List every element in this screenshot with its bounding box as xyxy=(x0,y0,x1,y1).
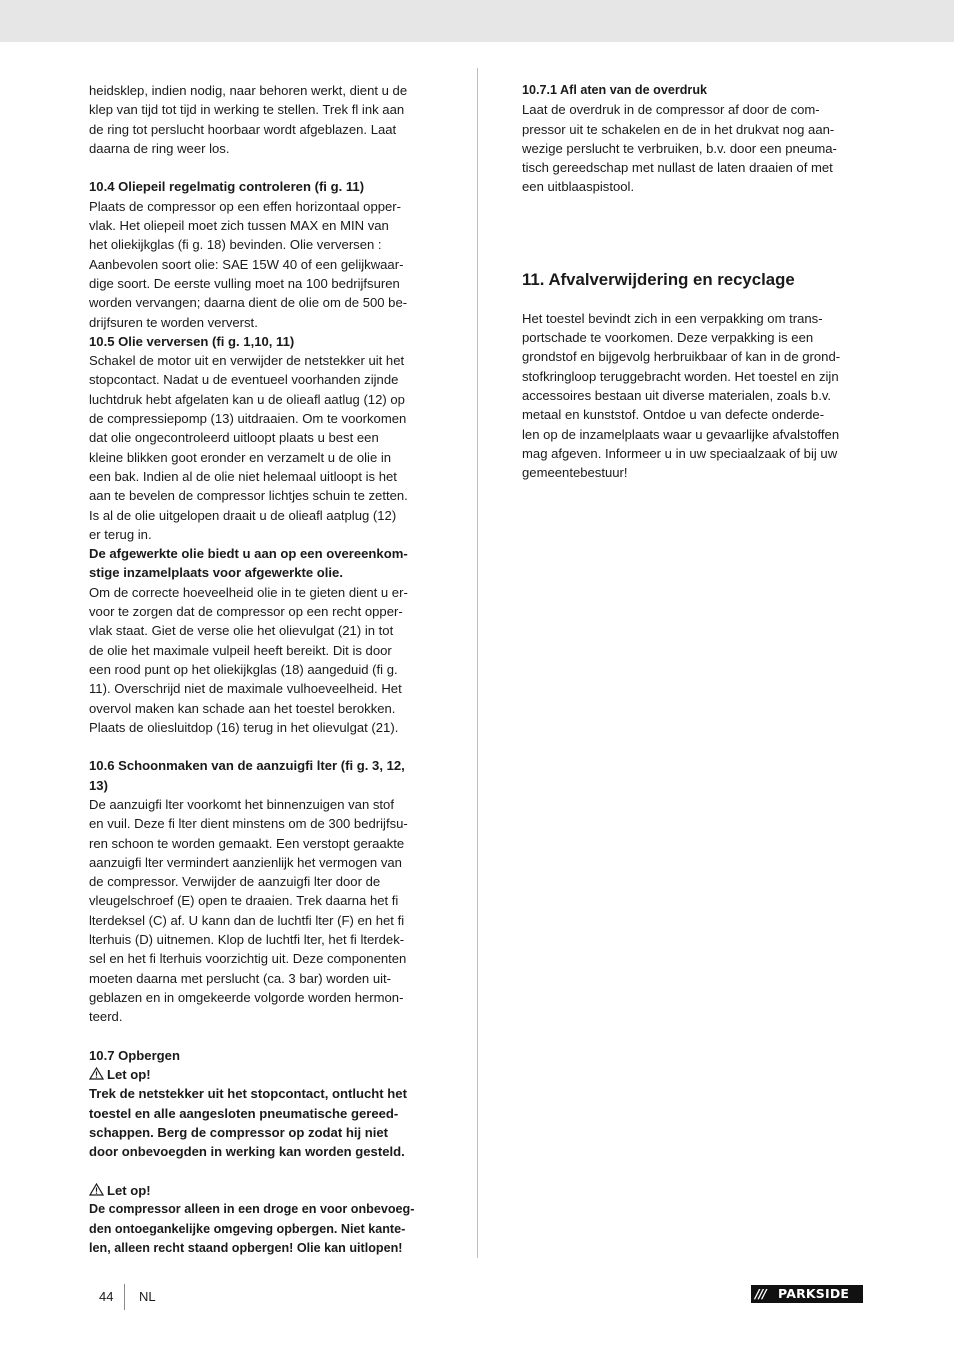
text-line: aanzuigfi lter vermindert aanzienlijk het vermogen van xyxy=(89,854,402,870)
parkside-logo xyxy=(751,1285,863,1303)
text-line: het oliekijkglas (fi g. 18) bevinden. Olie verversen : xyxy=(89,237,382,253)
warning-1-text xyxy=(89,1084,435,1161)
text-line: vlak. Het oliepeil moet zich tussen MAX en MIN van xyxy=(89,218,389,234)
language-code: NL xyxy=(139,1289,156,1304)
text-line: wezige perslucht te verbruiken, b.v. door een pneuma- xyxy=(522,140,837,156)
warning-triangle-icon xyxy=(89,1183,104,1196)
text-line: de ring tot perslucht hoorbaar wordt afgeblazen. Laat xyxy=(89,121,397,137)
text-line: worden vervangen; daarna dient de olie om de 500 be- xyxy=(89,295,408,311)
text-line: teerd. xyxy=(89,1009,123,1025)
text-line: sel en het fi lterhuis voorzichtig uit. Deze componenten xyxy=(89,951,407,967)
text-line: portschade te voorkomen. Deze verpakking is een xyxy=(522,330,814,346)
text-line: stofkringloop teruggebracht worden. Het toestel en zijn xyxy=(522,368,839,384)
text-line: luchtdruk hebt afgelaten kan u de olieafl aatlug (12) op xyxy=(89,391,405,407)
text-line: len op de inzamelplaats waar u gevaarlijke afvalstoffen xyxy=(522,426,840,442)
left-column xyxy=(89,81,435,1258)
text-line: grondstof en bijgevolg herbruikbaar of kan in de grond- xyxy=(522,349,841,365)
text-line: len, alleen recht staand opbergen! Olie kan uitlopen! xyxy=(89,1240,403,1255)
text-line: daarna de ring weer los. xyxy=(89,140,230,156)
text-line: pressor uit te schakelen en de in het drukvat nog aan- xyxy=(522,121,835,137)
text-line: overvol maken kan schade aan het toestel berokken. xyxy=(89,700,396,716)
text-line: door onbevoegden in werking kan worden gesteld. xyxy=(89,1144,405,1160)
text-line: lterdeksel (C) af. U kann dan de luchtfi lter (F) en het fi xyxy=(89,912,405,928)
text-line: en vuil. Deze fi lter dient minstens om de 300 bedrijfsu- xyxy=(89,816,408,832)
text-line: Schakel de motor uit en verwijder de netstekker uit het xyxy=(89,353,405,369)
warning-2-label xyxy=(89,1181,435,1200)
text-line: geblazen en in omgekeerde volgorde worden hermon- xyxy=(89,989,404,1005)
text-line: den ontoegankelijke omgeving opbergen. Niet kante- xyxy=(89,1221,406,1236)
text-line: metaal en kunststof. Ontdoe u van defecte onderde- xyxy=(522,407,825,423)
paragraph-10-5-a xyxy=(89,351,435,544)
text-line: 10.6 Schoonmaken van de aanzuigfi lter (fi g. 3, 12, xyxy=(89,758,405,774)
text-line: tisch gereedschap met nullast de laten draaien of met xyxy=(522,160,833,176)
paragraph-10-7-1 xyxy=(522,100,868,196)
intro-paragraph xyxy=(89,81,435,158)
heading-10-7: 10.7 Opbergen xyxy=(89,1047,180,1063)
heading-10-5: 10.5 Olie verversen (fi g. 1,10, 11) xyxy=(89,333,295,349)
text-line: Om de correcte hoeveelheid olie in te gieten dient u er- xyxy=(89,584,408,600)
text-line: drijfsuren te worden ververst. xyxy=(89,314,258,330)
warning-2-text xyxy=(89,1200,435,1258)
text-line: de olie het maximale vulpeil heeft bereikt. Dit is door xyxy=(89,642,392,658)
text-line: mag afgeven. Informeer u in uw speciaalzaak of bij uw xyxy=(522,445,838,461)
text-line: Het toestel bevindt zich in een verpakking om trans- xyxy=(522,310,823,326)
text-line: toestel en alle aangesloten pneumatische gereed- xyxy=(89,1105,399,1121)
text-line: Laat de overdruk in de compressor af door de com- xyxy=(522,102,820,118)
text-line: accessoires bestaan uit diverse materialen, zoals b.v. xyxy=(522,387,832,403)
heading-11: 11. Afvalverwijdering en recyclage xyxy=(522,269,795,289)
right-column xyxy=(522,81,868,482)
logo-text: PARKSIDE xyxy=(778,1286,850,1301)
page-number: 44 xyxy=(99,1289,114,1304)
text-line: De compressor alleen in een droge en voor onbevoeg- xyxy=(89,1202,415,1217)
warning-1-text-label: Let op! xyxy=(107,1067,151,1083)
text-line: er terug in. xyxy=(89,526,152,542)
text-line: heidsklep, indien nodig, naar behoren werkt, dient u de xyxy=(89,83,408,98)
warning-1-label xyxy=(89,1065,435,1084)
text-line: aan te bevelen de compressor lichtjes schuin te zetten. xyxy=(89,488,408,504)
heading-10-7-1: 10.7.1 Afl aten van de overdruk xyxy=(522,83,708,97)
text-line: 13) xyxy=(89,777,108,793)
text-line: stopcontact. Nadat u de eventueel voorhanden zijnde xyxy=(89,372,399,388)
text-line: de compressiepomp (13) uitdraaien. Om te voorkomen xyxy=(89,411,407,427)
text-line: dat olie ongecontroleerd uitloopt plaats u best een xyxy=(89,430,379,446)
paragraph-11 xyxy=(522,309,868,483)
text-line: De afgewerkte olie biedt u aan op een overeenkom- xyxy=(89,546,408,562)
text-line: Aanbevolen soort olie: SAE 15W 40 of een gelijkwaar- xyxy=(89,256,404,272)
warning-triangle-icon xyxy=(89,1067,104,1080)
top-band xyxy=(0,0,954,42)
text-line: 11). Overschrijd niet de maximale vulhoeveelheid. Het xyxy=(89,681,402,697)
heading-10-4: 10.4 Oliepeil regelmatig controleren (fi g. 11) xyxy=(89,179,365,195)
text-line: een bak. Indien al de olie niet helemaal uitloopt is het xyxy=(89,468,397,484)
paragraph-10-4 xyxy=(89,197,435,332)
text-line: kleine blikken goot eronder en verzamelt u de olie in xyxy=(89,449,392,465)
logo-slashes: /// xyxy=(755,1286,766,1301)
text-line: lterhuis (D) uitnemen. Klop de luchtfi lter, het fi lterdek- xyxy=(89,932,405,948)
text-line: stige inzamelplaats voor afgewerkte olie. xyxy=(89,565,343,581)
text-line: De aanzuigfi lter voorkomt het binnenzuigen van stof xyxy=(89,796,394,812)
heading-10-6 xyxy=(89,756,435,795)
text-line: een uitblaaspistool. xyxy=(522,179,635,195)
text-line: vlak staat. Giet de verse olie het olievulgat (21) in tot xyxy=(89,623,394,639)
text-line: ren schoon te worden gemaakt. Een verstopt geraakte xyxy=(89,835,405,851)
paragraph-10-5-bold xyxy=(89,544,435,583)
warning-2-text-label: Let op! xyxy=(107,1182,151,1198)
text-line: Is al de olie uitgelopen draait u de olieafl aatplug (12) xyxy=(89,507,397,523)
text-line: moeten daarna met perslucht (ca. 3 bar) worden uit- xyxy=(89,970,392,986)
column-divider xyxy=(477,68,478,1258)
paragraph-10-5-c xyxy=(89,583,435,737)
text-line: Plaats de oliesluitdop (16) terug in het olievulgat (21). xyxy=(89,719,399,735)
text-line: vleugelschroef (E) open te draaien. Trek daarna het fi xyxy=(89,893,399,909)
footer-separator xyxy=(124,1284,125,1310)
text-line: een rood punt op het oliekijkglas (18) aangeduid (fi g. xyxy=(89,661,398,677)
text-line: Trek de netstekker uit het stopcontact, ontlucht het xyxy=(89,1086,407,1102)
text-line: voor te zorgen dat de compressor op een recht opper- xyxy=(89,604,403,620)
text-line: Plaats de compressor op een effen horizontaal opper- xyxy=(89,198,402,214)
paragraph-10-6 xyxy=(89,795,435,1027)
text-line: dige soort. De eerste vulling moet na 100 bedrijfsuren xyxy=(89,275,400,291)
text-line: schappen. Berg de compressor op zodat hij niet xyxy=(89,1125,389,1141)
text-line: klep van tijd tot tijd in werking te stellen. Trek fl ink aan xyxy=(89,102,405,118)
text-line: de compressor. Verwijder de aanzuigfi lter door de xyxy=(89,874,381,890)
text-line: gemeentebestuur! xyxy=(522,465,628,481)
